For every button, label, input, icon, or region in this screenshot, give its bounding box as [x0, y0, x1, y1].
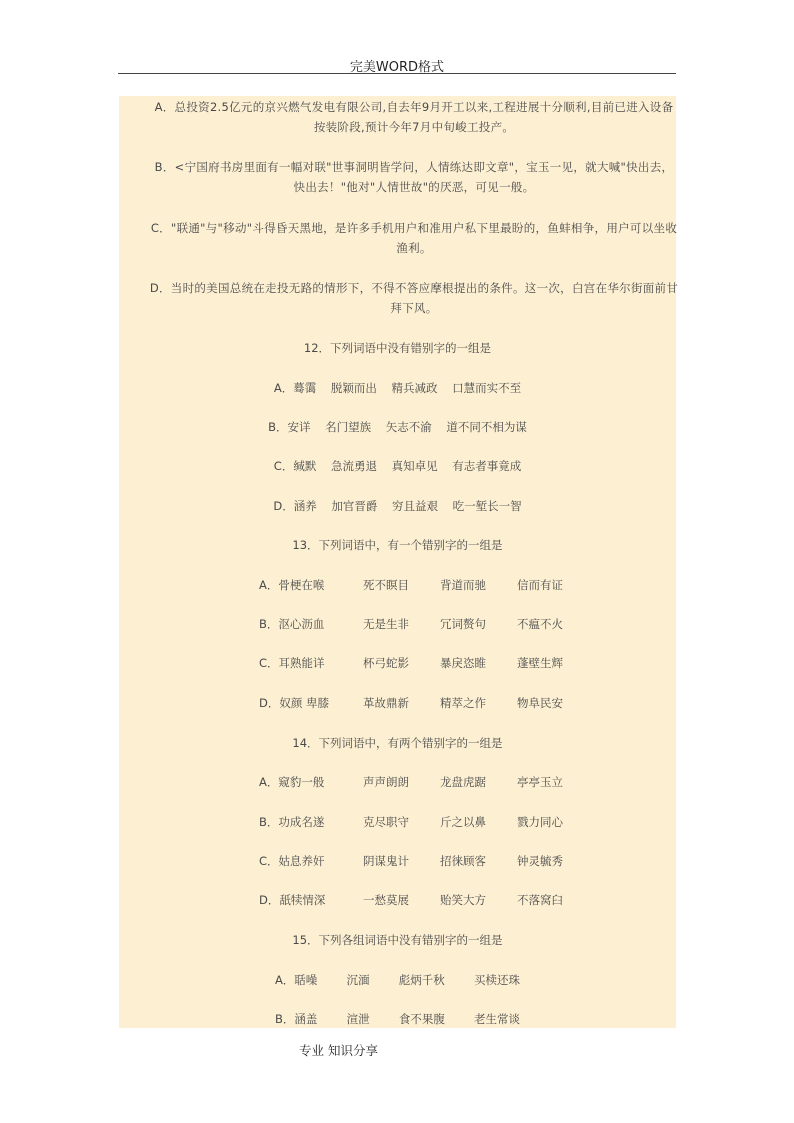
q15-option-a: A．聒噪 沉湎 彪炳千秋 买椟还珠 [274, 973, 521, 987]
q14-b-item-4: 戮力同心 [517, 815, 563, 829]
q13-a-item-1: A．骨梗在喉 [259, 578, 325, 592]
q13-c-item-3: 暴戾恣睢 [440, 656, 486, 670]
q13-c-item-4: 蓬壁生辉 [517, 656, 563, 670]
q13-a-item-4: 信而有证 [517, 578, 563, 592]
page-header-title: 完美WORD格式 [349, 60, 445, 75]
q15-question: 15．下列各组词语中没有错别字的一组是 [292, 933, 503, 947]
q14-d-item-1: D．舐犊情深 [259, 893, 326, 907]
header-rule [118, 73, 676, 74]
q14-b-item-3: 斤之以鼻 [440, 815, 486, 829]
q14-d-item-3: 贻笑大方 [440, 893, 486, 907]
q13-a-item-2: 死不瞑目 [363, 578, 409, 592]
q11-option-d: D．当时的美国总统在走投无路的情形下，不得不答应摩根提出的条件。这一次，白宫在华尔街面前甘拜下风。 [149, 281, 679, 315]
q14-a-item-1: A．窥豹一般 [259, 775, 325, 789]
q13-c-item-1: C．耳熟能详 [259, 656, 325, 670]
q14-a-item-2: 声声朗朗 [363, 775, 409, 789]
q14-b-item-1: B．功成名遂 [259, 815, 325, 829]
q13-option-row [119, 577, 676, 593]
q13-option-row [119, 695, 676, 711]
q14-b-item-2: 克尽职守 [363, 815, 409, 829]
q12-question: 12．下列词语中没有错别字的一组是 [303, 341, 492, 355]
q13-a-item-3: 背道而驰 [440, 578, 486, 592]
q14-d-item-2: 一愁莫展 [363, 893, 409, 907]
q15-option-b: B．涵盖 渲泄 食不果腹 老生常谈 [274, 1012, 521, 1026]
q14-option-row [119, 774, 676, 790]
q12-option-d: D．涵养 加官晋爵 穷且益艰 吃一堑长一智 [273, 499, 522, 513]
q12-option-a: A．蓦霭 脱颖而出 精兵减政 口慧而实不至 [273, 381, 522, 395]
q14-d-item-4: 不落窝臼 [517, 893, 563, 907]
q12-option-c: C．缄默 急流勇退 真知卓见 有志者事竟成 [273, 459, 522, 473]
q14-question: 14．下列词语中，有两个错别字的一组是 [292, 736, 503, 750]
q14-c-item-2: 阴谋鬼计 [363, 854, 409, 868]
q13-d-item-2: 革故鼎新 [363, 696, 409, 710]
q13-option-row [119, 616, 676, 632]
q14-option-row [119, 814, 676, 830]
q13-d-item-3: 精萃之作 [440, 696, 486, 710]
q14-option-row [119, 853, 676, 869]
q11-option-c: C．"联通"与"移动"斗得昏天黑地，是许多手机用户和准用户私下里最盼的，鱼蚌相争，用户可以坐收渔利。 [150, 221, 678, 255]
q13-b-item-4: 不瘟不火 [517, 617, 563, 631]
q13-option-row [119, 655, 676, 671]
q11-option-a: A．总投资2.5亿元的京兴燃气发电有限公司,自去年9月开工以来,工程进展十分顺利,目前已进入设备按装阶段,预计今年7月中旬峻工投产。 [154, 100, 674, 134]
q13-c-item-2: 杯弓蛇影 [363, 656, 409, 670]
q14-c-item-3: 招徕顾客 [440, 854, 486, 868]
q13-d-item-4: 物阜民安 [517, 696, 563, 710]
q13-b-item-2: 无是生非 [363, 617, 409, 631]
q14-c-item-4: 钟灵毓秀 [517, 854, 563, 868]
q13-b-item-1: B．沤心沥血 [259, 617, 325, 631]
q13-b-item-3: 冗词赘句 [440, 617, 486, 631]
q13-question: 13．下列词语中，有一个错别字的一组是 [292, 538, 503, 552]
page-footer: 专业 知识分享 [299, 1043, 378, 1058]
q12-option-b: B．安详 名门望族 矢志不渝 道不同不相为谋 [268, 420, 527, 434]
q11-option-b: B．<宁国府书房里面有一幅对联"世事洞明皆学问，人情练达即文章"，宝玉一见，就大喊"快出去，快出去！"他对"人情世故"的厌恶，可见一般。 [154, 160, 674, 194]
q14-a-item-4: 亭亭玉立 [517, 775, 563, 789]
content-box [119, 96, 679, 1028]
q14-a-item-3: 龙盘虎踞 [440, 775, 486, 789]
q14-option-row [119, 892, 676, 908]
q14-c-item-1: C．姑息养奸 [259, 854, 325, 868]
q13-d-item-1: D．奴颜 卑膝 [259, 696, 330, 710]
